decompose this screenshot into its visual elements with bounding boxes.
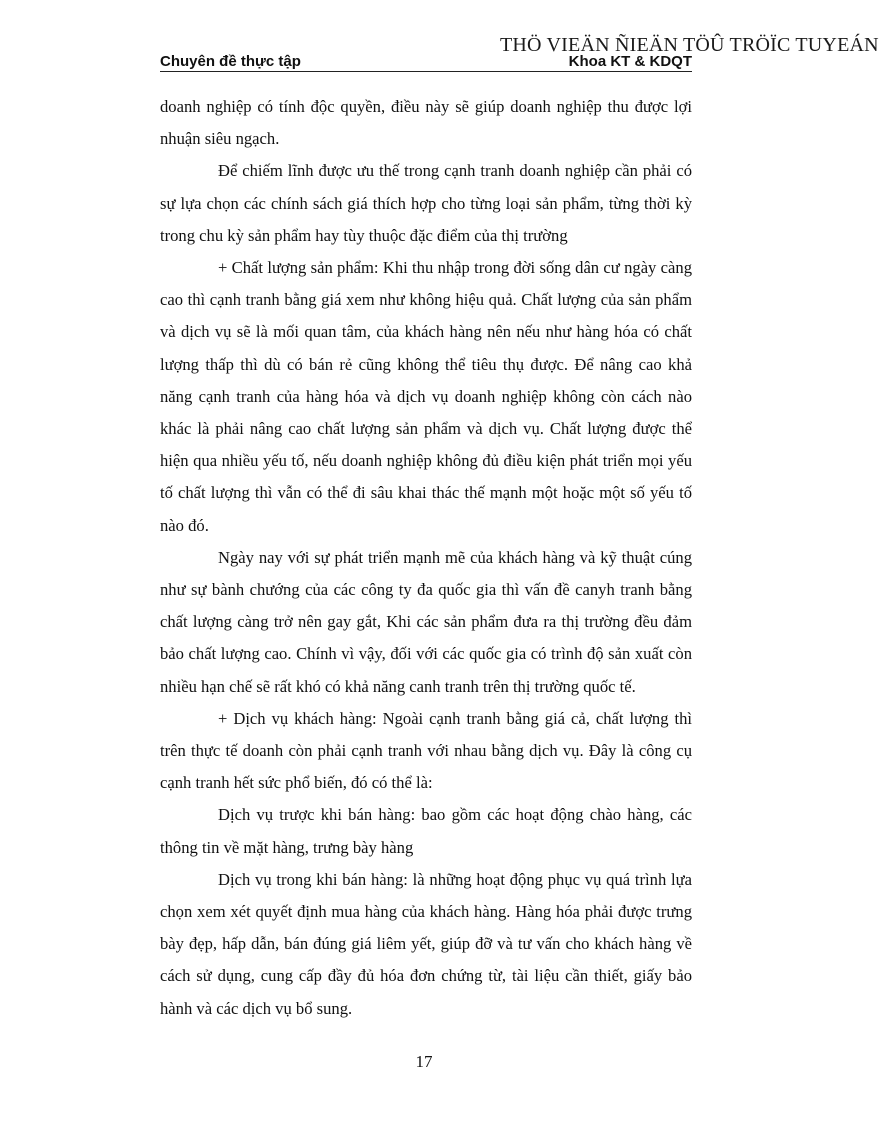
watermark-text: THÖ VIEÄN ÑIEÄN TÖÛ TRÖÏC TUYEÁN <box>500 34 879 56</box>
header-right-title: Khoa KT & KDQT <box>568 53 692 70</box>
paragraph-3: + Chất lượng sản phẩm: Khi thu nhập trong đời sống dân cư ngày càng cao thì cạnh tranh bằng giá xem như không hiệu quả. Chất lượng của sản phẩm và dịch vụ sẽ là mối quan tâm, của khách hàng nên nếu như hàng hóa có chất lượng thấp thì dù có bán rẻ cũng không thể tiêu thụ được. Để nâng cao khả năng cạnh tranh của hàng hóa và dịch vụ doanh nghiệp không còn cách nào khác là phải nâng cao chất lượng sản phẩm và dịch vụ. Chất lượng được thể hiện qua nhiều yếu tố, nếu doanh nghiệp không đủ điều kiện phát triển mọi yếu tố chất lượng thì vẫn có thể đi sâu khai thác thế mạnh một hoặc một số yếu tố nào đó. <box>160 258 692 535</box>
paragraph-7: Dịch vụ trong khi bán hàng: là những hoạt động phục vụ quá trình lựa chọn xem xét quyết định mua hàng của khách hàng. Hàng hóa phải được trưng bày đẹp, hấp dẫn, bán đúng giá liêm yết, giúp đỡ và tư vấn cho khách hàng về cách sử dụng, cung cấp đầy đủ hóa đơn chứng từ, tài liệu cần thiết, giấy bảo hành và các dịch vụ bổ sung. <box>160 869 692 1018</box>
page-body <box>160 91 692 1025</box>
paragraph-6: Dịch vụ trược khi bán hàng: bao gồm các hoạt động chào hàng, các thông tin về mặt hàng, trưng bày hàng <box>160 805 692 857</box>
paragraph-1: doanh nghiệp có tính độc quyền, điều này sẽ giúp doanh nghiệp thu được lợi nhuận siêu ngạch. <box>160 97 692 149</box>
page-number: 17 <box>415 1052 433 1071</box>
paragraph-5: + Dịch vụ khách hàng: Ngoài cạnh tranh bằng giá cả, chất lượng thì trên thực tế doanh còn phải cạnh tranh với nhau bằng dịch vụ. Đây là công cụ cạnh tranh hết sức phổ biến, đó có thể là: <box>160 708 692 793</box>
header-left-title: Chuyên đề thực tập <box>160 53 301 70</box>
page-header <box>160 51 692 72</box>
paragraph-2: Để chiếm lĩnh được ưu thế trong cạnh tranh doanh nghiệp cần phải có sự lựa chọn các chính sách giá thích hợp cho từng loại sản phẩm, từng thời kỳ trong chu kỳ sản phẩm hay tùy thuộc đặc điểm của thị trường <box>160 161 692 245</box>
paragraph-4: Ngày nay với sự phát triển mạnh mẽ của khách hàng và kỹ thuật cúng như sự bành chướng của các công ty đa quốc gia thì vấn đề canyh tranh bằng chất lượng càng trở nên gay gắt, Khi các sản phẩm đưa ra thị trường đều đảm bảo chất lượng cao. Chính vì vậy, đối với các quốc gia có trình độ sản xuất còn nhiều hạn chế sẽ rất khó có khả năng canh tranh trên thị trường quốc tế. <box>160 547 692 696</box>
